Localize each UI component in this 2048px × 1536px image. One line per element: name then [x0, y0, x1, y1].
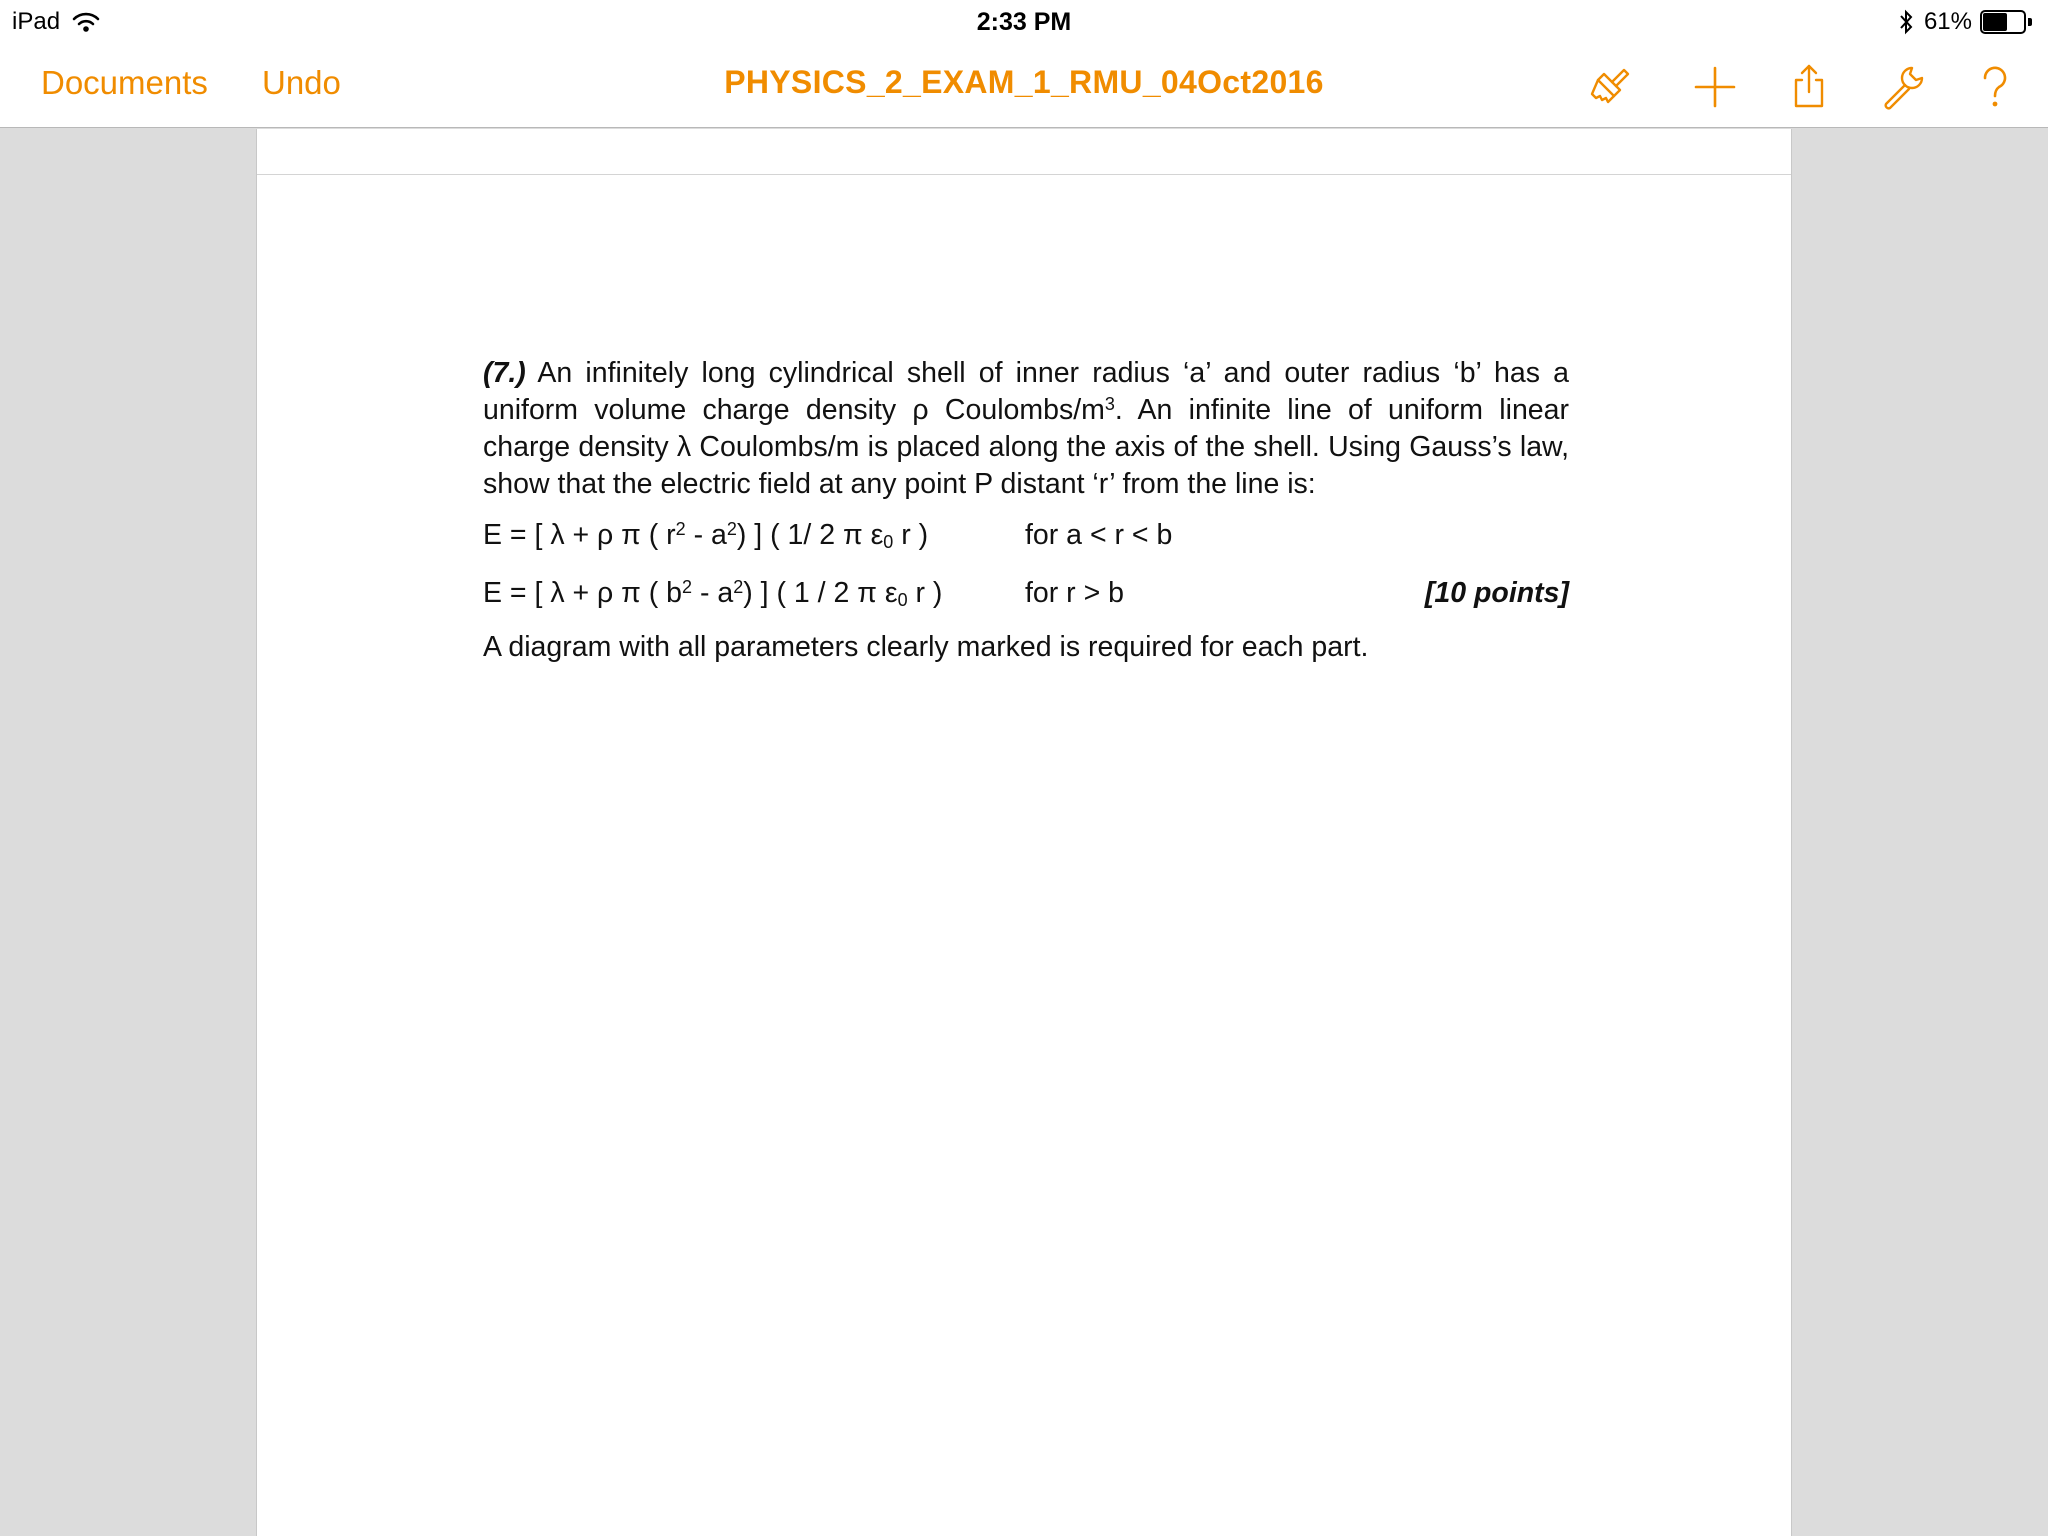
document-page[interactable] — [256, 129, 1792, 1536]
formula-2: E = [ λ + ρ π ( $b^2 - a^2$) ] ( 1 / 2 π $\varepsilon_0$ r ) — [483, 577, 943, 610]
toolbar — [0, 42, 2048, 128]
question-paragraph — [483, 355, 1569, 503]
status-bar — [0, 0, 2048, 42]
paintbrush-icon[interactable] — [1586, 62, 1636, 112]
documents-button[interactable]: Documents — [41, 64, 208, 101]
question-text: An infinitely long cylindrical shell of inner radius ‘a’ and outer radius ‘b’ has a uniform volume charge density ρ Coulombs/m — [483, 357, 1569, 426]
condition-1: for a < r < b — [1025, 519, 1173, 551]
diagram-note: A diagram with all parameters clearly marked is required for each part. — [483, 631, 1369, 663]
question-number: (7.) — [483, 357, 526, 389]
status-time: 2:33 PM — [976, 8, 1072, 36]
formula-1: E = [ λ + ρ π ( $r^2 - a^2$) ] ( 1/ 2 π $\varepsilon_0$ r ) — [483, 519, 929, 552]
question-content — [483, 355, 1569, 666]
help-icon[interactable] — [1970, 62, 2020, 112]
formula-row-2 — [483, 567, 1569, 619]
battery-icon — [1980, 10, 2032, 34]
question-text-continued: . An infinite line of uniform linear charge density λ Coulombs/m is placed along the axis of the shell. Using Gauss’s law, show that the electric field at any point P distant ‘r’ from the line is: — [483, 394, 1569, 500]
page-divider — [257, 174, 1791, 175]
condition-2: for r > b — [1025, 577, 1124, 609]
bluetooth-icon — [1898, 9, 1914, 35]
superscript: 3 — [1104, 394, 1115, 414]
plus-icon[interactable] — [1690, 62, 1740, 112]
device-name: iPad — [12, 8, 61, 35]
points-label: [10 points] — [1424, 577, 1569, 609]
wrench-icon[interactable] — [1878, 62, 1928, 112]
share-icon[interactable] — [1784, 62, 1834, 112]
formula-row-1 — [483, 509, 1569, 561]
status-right — [1898, 8, 2032, 36]
document-title: PHYSICS_2_EXAM_1_RMU_04Oct2016 — [724, 64, 1324, 100]
undo-button[interactable]: Undo — [262, 64, 341, 101]
battery-percent: 61% — [1923, 8, 1972, 35]
